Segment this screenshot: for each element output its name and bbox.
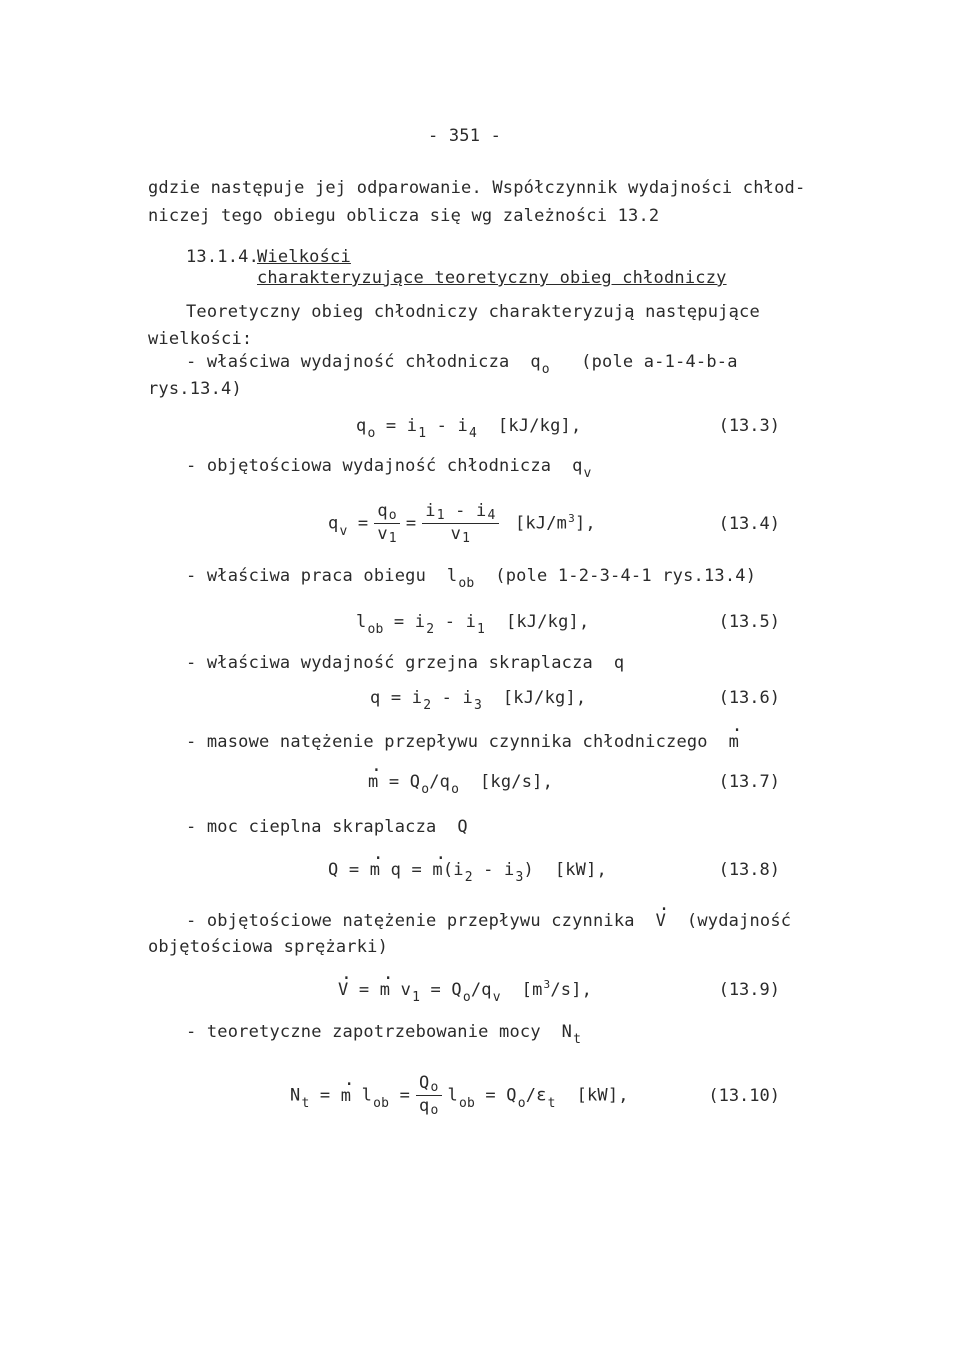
intro-line-1: gdzie następuje jej odparowanie. Współczynnik wydajności chłod- (148, 178, 806, 198)
paragraph-line-1: Teoretyczny obieg chłodniczy charakteryzują następujące (186, 302, 760, 322)
equation-13-10: $N_t$ = · m $l_{ob}$ = $\frac{Qo}{qo}$ $l_{ob} = Q_o/\varepsilon_t$ [kW], (290, 1074, 629, 1117)
item-specific-cooling-capacity: - właściwa wydajność chłodnicza $q_o$ (pole a-1-4-b-a (186, 352, 738, 377)
page-number: - 351 - (428, 126, 502, 146)
equation-number-13-8: (13.8) (718, 860, 780, 880)
intro-line-2: niczej tego obiegu oblicza się wg zależności 13.2 (148, 206, 660, 226)
equation-number-13-10: (13.10) (708, 1086, 780, 1106)
equation-13-9: · V = · m $v_1 = Q_o/q_v$ $[m^3/s]$, (338, 980, 592, 1000)
section-number: 13.1.4. (186, 247, 260, 267)
equation-number-13-4: (13.4) (718, 514, 780, 534)
equation-number-13-9: (13.9) (718, 980, 780, 1000)
equation-13-6: $q = i_2 - i_3$ [kJ/kg], (370, 688, 587, 713)
equation-number-13-6: (13.6) (718, 688, 780, 708)
item-7-continuation: objętościowa sprężarki) (148, 937, 389, 957)
item-mass-flow-rate: - masowe natężenie przepływu czynnika chłodniczego · m (186, 732, 739, 752)
section-title-line-2: charakteryzujące teoretyczny obieg chłodniczy (257, 268, 727, 288)
equation-number-13-5: (13.5) (718, 612, 780, 632)
item-specific-cycle-work: - właściwa praca obiegu $l_{ob}$ (pole 1-2-3-4-1 rys.13.4) (186, 566, 757, 591)
paragraph-line-2: wielkości: (148, 329, 253, 349)
item-volumetric-cooling-capacity: - objętościowa wydajność chłodnicza $q_v$ (186, 456, 592, 481)
equation-13-3: $q_o = i_1 - i_4$ [kJ/kg], (356, 416, 582, 441)
item-condenser-heating-capacity: - właściwa wydajność grzejna skraplacza q (186, 653, 625, 673)
equation-13-4: $q_v$ = $\frac{qo}{v1}$ = $\frac{i1 - i4}{v1}$ $[kJ/m^3]$, (328, 501, 596, 546)
item-condenser-heat-power: - moc cieplna skraplacza Q (186, 817, 468, 837)
equation-13-8: Q = · m q = · $m(i_2 - i_3)$ [kW], (328, 860, 607, 880)
equation-13-7: · $m = Q_o/q_o$ [kg/s], (368, 772, 553, 792)
equation-number-13-7: (13.7) (718, 772, 780, 792)
item-theoretical-power-demand: - teoretyczne zapotrzebowanie mocy $N_t$ (186, 1022, 582, 1047)
equation-13-5: $l_{ob} = i_2 - i_1$ [kJ/kg], (356, 612, 590, 637)
section-title-line-1: Wielkości (257, 247, 351, 267)
equation-number-13-3: (13.3) (718, 416, 780, 436)
item-volumetric-flow-rate: - objętościowe natężenie przepływu czynnika · V (wydajność (186, 911, 791, 931)
item-1-reference: rys.13.4) (148, 379, 242, 399)
